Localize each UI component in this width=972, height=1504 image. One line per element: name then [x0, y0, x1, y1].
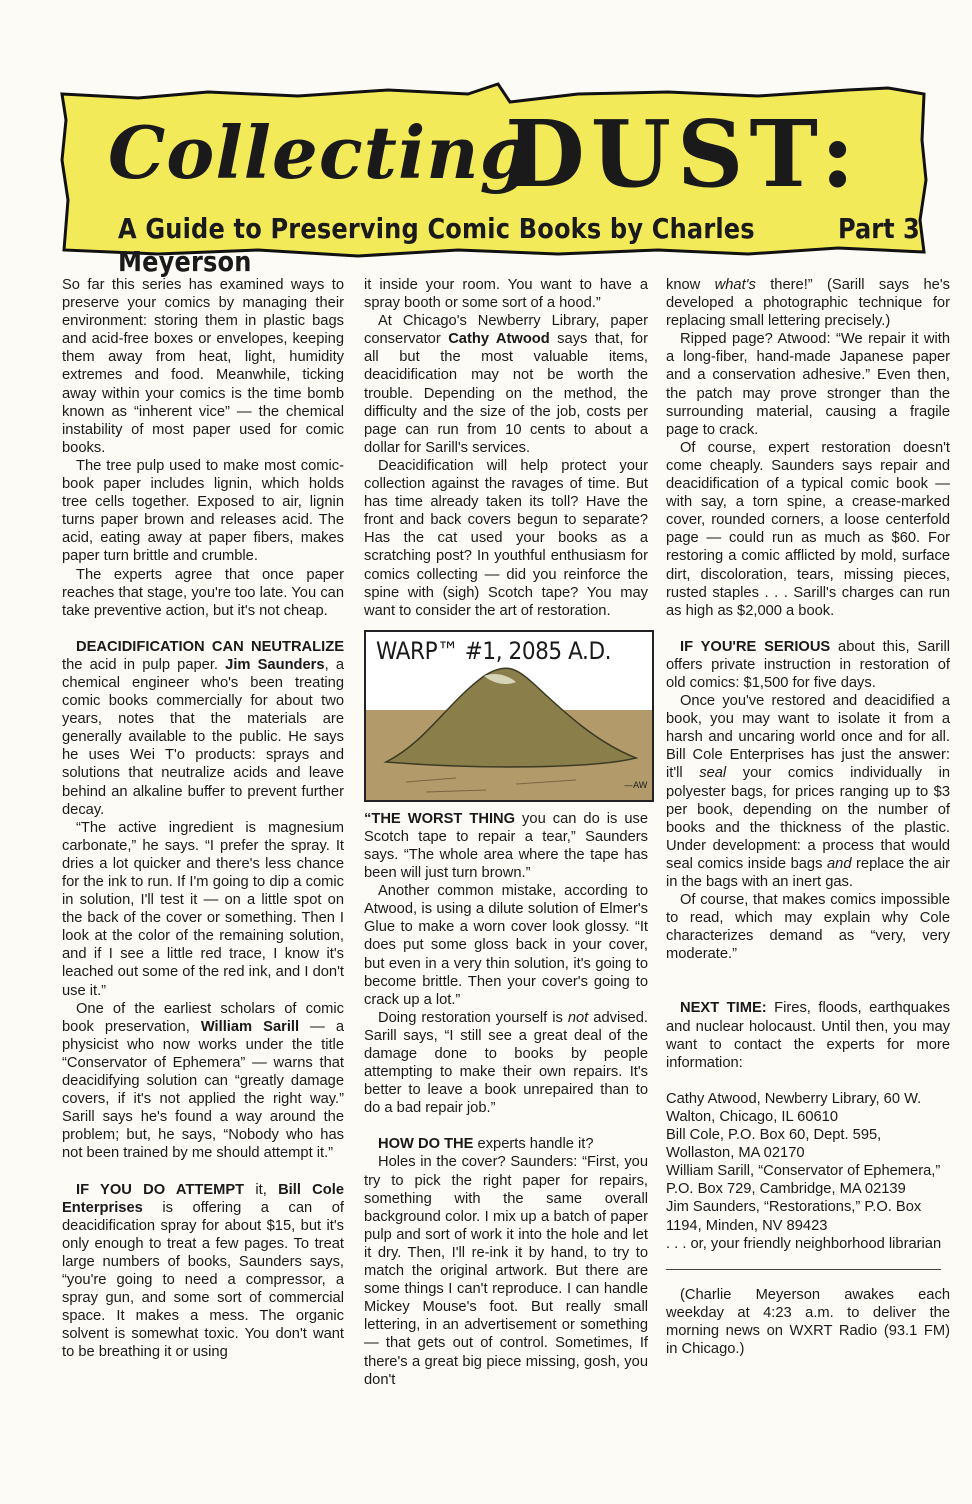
mound-illustration — [364, 630, 654, 802]
column-3 — [666, 276, 950, 1358]
paragraph: know what's there!” (Sarill says he's developed a photographic technique for replacing small lettering precisely.) — [666, 277, 950, 330]
divider-rule — [666, 1269, 941, 1270]
column-2 — [364, 276, 648, 1389]
paragraph: Ripped page? Atwood: “We repair it with a long-fiber, hand-made Japanese paper and a conservation adhesive.” Even then, the patch may prove stronger than the surrounding material, causing a fragile page to crack. — [666, 331, 950, 438]
paragraph: IF YOU DO ATTEMPT it, Bill Cole Enterprises is offering a can of deacidification spray for about $15, but it's only enough to treat a few pages. To treat large numbers of books, Saunders says, “you're going to need a compressor, a spray gun, and some sort of commercial space. It makes a mess. The organic solvent is somewhat toxic. You don't want to be breathing it or using — [62, 1181, 344, 1361]
paragraph: “The active ingredient is magnesium carbonate,” he says. “I prefer the spray. It dries a lot quicker and there's less chance for the ink to run. If I'm going to dip a comic in solution, I'll test it — on a little spot on the back of the cover or something. Then I look at the color of the remaining solution, and if I see a little red trace, I know it's leached out some of the red ink, and I don't use it.” — [62, 819, 344, 999]
paragraph: The tree pulp used to make most comic-book paper includes lignin, which holds tree cells together. Exposed to air, lignin turns paper brown and releases acid. The acid, eating away at paper fibers, makes paper turn brittle and crumble. — [62, 457, 344, 565]
contact-librarian: . . . or, your friendly neighborhood librarian — [666, 1235, 942, 1252]
paragraph: DEACIDIFICATION CAN NEUTRALIZE the acid in pulp paper. Jim Saunders, a chemical engineer who's been treating comic books commercially for about two years, notes that the materials are generally available to the public. He says he uses Wei T'o products: sprays and solutions that neutralize acids and leave behind an alkaline buffer to prevent further decay. — [62, 638, 344, 818]
paragraph: Once you've restored and deacidified a book, you may want to isolate it from a harsh and uncaring world once and for all. Bill Cole Enterprises has just the answer: it'll seal your comics individually in polyester bags, for prices ranging up to $3 per book, depending on the number of books and the thickness of the plastic. Under development: a process that would seal comics inside bags and replace the air in the bags with an inert gas. — [666, 693, 950, 890]
illustration-signature: —AW — [624, 780, 648, 791]
paragraph: Doing restoration yourself is not advised. Sarill says, “I still see a great deal of the damage done to books by people attempting to make their own repairs. It's better to leave a book unrepaired than to do a bad repair job.” — [364, 1009, 648, 1117]
paragraph: Of course, that makes comics impossible to read, which may explain why Cole characterizes demand as “very, very moderate.” — [666, 892, 950, 963]
paragraph: The experts agree that once paper reaches that stage, you're too late. You can take preventive action, but it's not cheap. — [62, 566, 344, 619]
contact-atwood: Cathy Atwood, Newberry Library, 60 W. Walton, Chicago, IL 60610 — [666, 1090, 922, 1125]
title-collecting: Collecting — [108, 110, 531, 195]
paragraph: it inside your room. You want to have a spray booth or some sort of a hood.” — [364, 277, 648, 312]
subtitle: A Guide to Preserving Comic Books by Charles Meyerson — [118, 212, 755, 278]
paragraph: So far this series has examined ways to preserve your comics by managing their environment: storing them in plastic bags and acid-free boxes or envelopes, keeping them away from heat, light, humidity extremes and food. Meanwhile, ticking away within your comics is the time bomb known as “inherent vice” — the chemical instability of most paper used for comic books. — [62, 277, 344, 456]
paragraph: IF YOU'RE SERIOUS about this, Sarill offers private instruction in restoration of old comics: $1,500 for five days. — [666, 638, 950, 691]
paragraph: NEXT TIME: Fires, floods, earthquakes and nuclear holocaust. Until then, you may want to contact the experts for more information: — [666, 1000, 950, 1071]
paragraph: Of course, expert restoration doesn't come cheaply. Saunders says repair and deacidification of a typical comic book — with say, a torn spine, a crease-marked cover, rounded corners, a loose centerfold page — could run as much as $60. For restoring a comic afflicted by mold, surface dirt, discoloration, tears, missing pieces, rusted staples . . . Sarill's charges can run as high as $2,000 a book. — [666, 439, 950, 619]
paragraph: One of the earliest scholars of comic book preservation, William Sarill — a physicist who now works under the title “Conservator of Ephemera” — warns that deacidifying solution can “greatly damage covers, if it's not applied the right way.” Sarill says he's found a way around the problem; but, he says, “Nobody who has not been trained by me should attempt it.” — [62, 1000, 344, 1162]
contact-saunders: Jim Saunders, “Restorations,” P.O. Box 1194, Minden, NV 89423 — [666, 1199, 922, 1234]
title-dust: DUST: — [505, 100, 861, 208]
column-1 — [62, 276, 344, 1361]
paragraph: Another common mistake, according to Atwood, is using a dilute solution of Elmer's Glue to make a worn cover look glossy. “It does put some gloss back in your cover, but even in a very thin solution, it's going to become brittle. Then your cover's going to crack up a lot.” — [364, 883, 648, 1008]
paragraph: Holes in the cover? Saunders: “First, you try to pick the right paper for repairs, something with the same overall background color. I mix up a batch of paper pulp and sort of work it into the hole and let it dry. Then, I'll re-ink it by hand, to try to match the original artwork. But there are some things I can't reproduce. I can handle Mickey Mouse's foot. But really small lettering, in an advertisement or something — that gets out of control. Sometimes, If there's a great big piece missing, gosh, you don't — [364, 1154, 648, 1388]
paragraph: HOW DO THE experts handle it? — [378, 1136, 594, 1153]
author-bio: (Charlie Meyerson awakes each weekday at 4:23 a.m. to deliver the morning news on WXRT Radio (93.1 FM) in Chicago.) — [666, 1286, 950, 1357]
contact-sarill: William Sarill, “Conservator of Ephemera,” P.O. Box 729, Cambridge, MA 02139 — [666, 1163, 941, 1198]
illustration-caption: WARP™ #1, 2085 A.D. — [376, 636, 612, 665]
paragraph: “THE WORST THING you can do is use Scotch tape to repair a tear,” Saunders says. “The whole area where the tape has been will just turn brown.” — [364, 810, 649, 882]
paragraph: At Chicago's Newberry Library, paper conservator Cathy Atwood says that, for all but the most valuable items, deacidification may not be worth the trouble. Depending on the method, the difficulty and the size of the job, costs per page can run from 10 cents to about a dollar for Sarill's services. — [364, 313, 648, 456]
contact-cole: Bill Cole, P.O. Box 60, Dept. 595, Wollaston, MA 02170 — [666, 1127, 882, 1162]
part-number: Part 3 — [838, 212, 920, 245]
paragraph: Deacidification will help protect your collection against the ravages of time. But has time already taken its toll? Have the front and back covers begun to separate? Has the cat used your books as a scratching post? In youthful enthusiasm for comics collecting — did you reinforce the spine with (sigh) Scotch tape? You may want to consider the art of restoration. — [364, 457, 648, 619]
